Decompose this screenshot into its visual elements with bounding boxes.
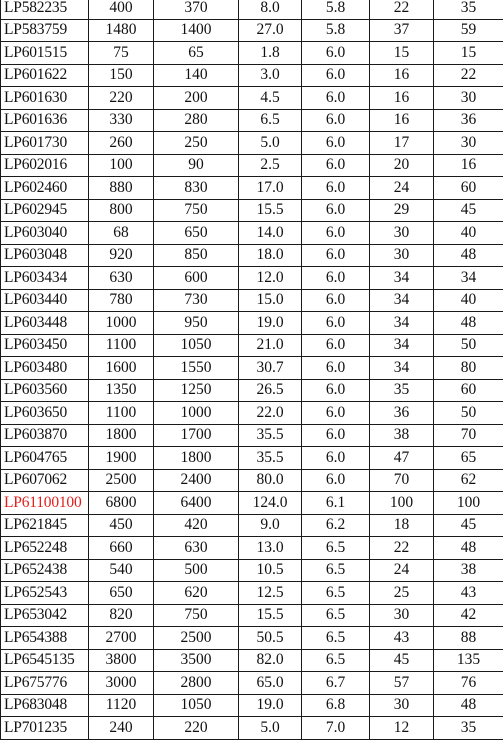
value-cell: 220 (89, 87, 154, 110)
value-cell: 6.0 (302, 64, 370, 87)
model-cell: LP607062 (1, 469, 89, 492)
model-cell: LP61100100 (1, 492, 89, 515)
value-cell: 59 (434, 19, 503, 42)
value-cell: 6.5 (302, 604, 370, 627)
value-cell: 2800 (154, 672, 239, 695)
value-cell: 6.1 (302, 492, 370, 515)
value-cell: 48 (434, 537, 503, 560)
value-cell: 9.0 (239, 514, 302, 537)
value-cell: 22 (434, 64, 503, 87)
value-cell: 880 (89, 177, 154, 200)
value-cell: 19.0 (239, 312, 302, 335)
spec-table-body (1, 0, 503, 739)
value-cell: 6800 (89, 492, 154, 515)
value-cell: 1100 (89, 334, 154, 357)
model-cell: LP652438 (1, 559, 89, 582)
table-row (1, 312, 503, 335)
value-cell: 50 (434, 402, 503, 425)
value-cell: 18 (370, 514, 434, 537)
value-cell: 16 (370, 64, 434, 87)
value-cell: 70 (370, 469, 434, 492)
value-cell: 20 (370, 154, 434, 177)
value-cell: 820 (89, 604, 154, 627)
value-cell: 150 (89, 64, 154, 87)
value-cell: 950 (154, 312, 239, 335)
value-cell: 3800 (89, 649, 154, 672)
value-cell: 540 (89, 559, 154, 582)
model-cell: LP602016 (1, 154, 89, 177)
value-cell: 1550 (154, 357, 239, 380)
value-cell: 24 (370, 559, 434, 582)
value-cell: 780 (89, 289, 154, 312)
value-cell: 260 (89, 132, 154, 155)
model-cell: LP583759 (1, 19, 89, 42)
model-cell: LP601630 (1, 87, 89, 110)
value-cell: 40 (434, 222, 503, 245)
value-cell: 22 (370, 0, 434, 19)
table-row (1, 672, 503, 695)
value-cell: 15 (370, 42, 434, 65)
value-cell: 12 (370, 717, 434, 740)
value-cell: 17.0 (239, 177, 302, 200)
value-cell: 60 (434, 177, 503, 200)
table-row (1, 559, 503, 582)
value-cell: 6.0 (302, 447, 370, 470)
value-cell: 1400 (154, 19, 239, 42)
value-cell: 1000 (154, 402, 239, 425)
value-cell: 6.0 (302, 109, 370, 132)
value-cell: 1.8 (239, 42, 302, 65)
value-cell: 600 (154, 267, 239, 290)
value-cell: 48 (434, 244, 503, 267)
value-cell: 21.0 (239, 334, 302, 357)
value-cell: 90 (154, 154, 239, 177)
table-row (1, 109, 503, 132)
value-cell: 200 (154, 87, 239, 110)
model-cell: LP654388 (1, 627, 89, 650)
value-cell: 135 (434, 649, 503, 672)
value-cell: 80.0 (239, 469, 302, 492)
value-cell: 34 (370, 312, 434, 335)
value-cell: 630 (89, 267, 154, 290)
value-cell: 36 (434, 109, 503, 132)
value-cell: 38 (370, 424, 434, 447)
value-cell: 500 (154, 559, 239, 582)
table-row (1, 244, 503, 267)
value-cell: 65 (434, 447, 503, 470)
model-cell: LP603040 (1, 222, 89, 245)
model-cell: LP603450 (1, 334, 89, 357)
value-cell: 100 (434, 492, 503, 515)
value-cell: 6.2 (302, 514, 370, 537)
value-cell: 15.0 (239, 289, 302, 312)
value-cell: 2700 (89, 627, 154, 650)
table-row (1, 604, 503, 627)
value-cell: 14.0 (239, 222, 302, 245)
value-cell: 6.5 (302, 627, 370, 650)
table-row (1, 154, 503, 177)
value-cell: 12.5 (239, 582, 302, 605)
value-cell: 75 (89, 42, 154, 65)
value-cell: 25 (370, 582, 434, 605)
model-cell: LP603650 (1, 402, 89, 425)
value-cell: 250 (154, 132, 239, 155)
value-cell: 13.0 (239, 537, 302, 560)
value-cell: 42 (434, 604, 503, 627)
value-cell: 730 (154, 289, 239, 312)
model-cell: LP603560 (1, 379, 89, 402)
value-cell: 45 (434, 514, 503, 537)
table-row (1, 469, 503, 492)
value-cell: 82.0 (239, 649, 302, 672)
value-cell: 30 (434, 132, 503, 155)
table-row (1, 717, 503, 740)
model-cell: LP603434 (1, 267, 89, 290)
value-cell: 10.5 (239, 559, 302, 582)
value-cell: 830 (154, 177, 239, 200)
model-cell: LP653042 (1, 604, 89, 627)
value-cell: 1480 (89, 19, 154, 42)
value-cell: 43 (370, 627, 434, 650)
table-row (1, 19, 503, 42)
model-cell: LP602945 (1, 199, 89, 222)
model-cell: LP601636 (1, 109, 89, 132)
model-cell: LP603448 (1, 312, 89, 335)
table-row (1, 514, 503, 537)
value-cell: 35 (434, 717, 503, 740)
value-cell: 124.0 (239, 492, 302, 515)
table-row (1, 447, 503, 470)
value-cell: 15.5 (239, 199, 302, 222)
value-cell: 6.5 (302, 537, 370, 560)
value-cell: 34 (434, 267, 503, 290)
value-cell: 16 (370, 87, 434, 110)
table-row (1, 199, 503, 222)
value-cell: 29 (370, 199, 434, 222)
value-cell: 1800 (89, 424, 154, 447)
value-cell: 750 (154, 199, 239, 222)
value-cell: 6400 (154, 492, 239, 515)
model-cell: LP601515 (1, 42, 89, 65)
value-cell: 1700 (154, 424, 239, 447)
value-cell: 22.0 (239, 402, 302, 425)
value-cell: 6.5 (302, 582, 370, 605)
value-cell: 140 (154, 64, 239, 87)
value-cell: 620 (154, 582, 239, 605)
value-cell: 30.7 (239, 357, 302, 380)
table-row (1, 649, 503, 672)
value-cell: 3.0 (239, 64, 302, 87)
value-cell: 100 (89, 154, 154, 177)
value-cell: 6.0 (302, 244, 370, 267)
value-cell: 6.0 (302, 379, 370, 402)
value-cell: 76 (434, 672, 503, 695)
value-cell: 62 (434, 469, 503, 492)
model-cell: LP701235 (1, 717, 89, 740)
value-cell: 6.0 (302, 357, 370, 380)
model-cell: LP602460 (1, 177, 89, 200)
value-cell: 400 (89, 0, 154, 19)
value-cell: 6.0 (302, 267, 370, 290)
table-row (1, 132, 503, 155)
value-cell: 68 (89, 222, 154, 245)
value-cell: 57 (370, 672, 434, 695)
value-cell: 1800 (154, 447, 239, 470)
value-cell: 6.5 (302, 649, 370, 672)
table-row (1, 64, 503, 87)
value-cell: 15.5 (239, 604, 302, 627)
value-cell: 420 (154, 514, 239, 537)
model-cell: LP652248 (1, 537, 89, 560)
value-cell: 1050 (154, 334, 239, 357)
value-cell: 1900 (89, 447, 154, 470)
value-cell: 7.0 (302, 717, 370, 740)
model-cell: LP652543 (1, 582, 89, 605)
value-cell: 1120 (89, 694, 154, 717)
value-cell: 6.0 (302, 334, 370, 357)
value-cell: 6.7 (302, 672, 370, 695)
value-cell: 34 (370, 267, 434, 290)
value-cell: 6.0 (302, 289, 370, 312)
value-cell: 6.0 (302, 42, 370, 65)
value-cell: 6.0 (302, 469, 370, 492)
value-cell: 6.0 (302, 177, 370, 200)
value-cell: 6.5 (302, 559, 370, 582)
value-cell: 6.0 (302, 132, 370, 155)
value-cell: 48 (434, 312, 503, 335)
value-cell: 80 (434, 357, 503, 380)
value-cell: 3500 (154, 649, 239, 672)
value-cell: 48 (434, 694, 503, 717)
value-cell: 280 (154, 109, 239, 132)
value-cell: 5.8 (302, 19, 370, 42)
value-cell: 330 (89, 109, 154, 132)
value-cell: 35 (434, 0, 503, 19)
value-cell: 6.0 (302, 154, 370, 177)
value-cell: 16 (370, 109, 434, 132)
value-cell: 850 (154, 244, 239, 267)
value-cell: 650 (89, 582, 154, 605)
value-cell: 60 (434, 379, 503, 402)
value-cell: 8.0 (239, 0, 302, 19)
value-cell: 2400 (154, 469, 239, 492)
model-cell: LP6545135 (1, 649, 89, 672)
value-cell: 6.0 (302, 222, 370, 245)
table-row (1, 424, 503, 447)
table-row (1, 492, 503, 515)
value-cell: 660 (89, 537, 154, 560)
model-cell: LP683048 (1, 694, 89, 717)
value-cell: 240 (89, 717, 154, 740)
value-cell: 1050 (154, 694, 239, 717)
value-cell: 370 (154, 0, 239, 19)
model-cell: LP604765 (1, 447, 89, 470)
model-cell: LP621845 (1, 514, 89, 537)
value-cell: 30 (434, 87, 503, 110)
value-cell: 1600 (89, 357, 154, 380)
value-cell: 2500 (154, 627, 239, 650)
value-cell: 45 (434, 199, 503, 222)
value-cell: 6.5 (239, 109, 302, 132)
value-cell: 45 (370, 649, 434, 672)
model-cell: LP675776 (1, 672, 89, 695)
value-cell: 6.0 (302, 402, 370, 425)
value-cell: 35 (370, 379, 434, 402)
value-cell: 70 (434, 424, 503, 447)
table-row (1, 87, 503, 110)
table-row (1, 627, 503, 650)
table-row (1, 402, 503, 425)
value-cell: 920 (89, 244, 154, 267)
model-cell: LP601622 (1, 64, 89, 87)
value-cell: 30 (370, 694, 434, 717)
value-cell: 12.0 (239, 267, 302, 290)
value-cell: 18.0 (239, 244, 302, 267)
table-row (1, 222, 503, 245)
value-cell: 65.0 (239, 672, 302, 695)
value-cell: 15 (434, 42, 503, 65)
value-cell: 5.8 (302, 0, 370, 19)
table-row (1, 289, 503, 312)
value-cell: 1350 (89, 379, 154, 402)
value-cell: 220 (154, 717, 239, 740)
value-cell: 1100 (89, 402, 154, 425)
table-row (1, 42, 503, 65)
value-cell: 19.0 (239, 694, 302, 717)
value-cell: 100 (370, 492, 434, 515)
table-row (1, 379, 503, 402)
value-cell: 27.0 (239, 19, 302, 42)
value-cell: 17 (370, 132, 434, 155)
table-row (1, 0, 503, 19)
value-cell: 88 (434, 627, 503, 650)
value-cell: 30 (370, 604, 434, 627)
table-row (1, 334, 503, 357)
value-cell: 6.0 (302, 424, 370, 447)
table-row (1, 357, 503, 380)
value-cell: 50 (434, 334, 503, 357)
table-row (1, 267, 503, 290)
model-cell: LP582235 (1, 0, 89, 19)
table-row (1, 537, 503, 560)
value-cell: 5.0 (239, 132, 302, 155)
value-cell: 2.5 (239, 154, 302, 177)
value-cell: 30 (370, 244, 434, 267)
value-cell: 35.5 (239, 447, 302, 470)
value-cell: 26.5 (239, 379, 302, 402)
value-cell: 47 (370, 447, 434, 470)
value-cell: 6.0 (302, 87, 370, 110)
table-row (1, 582, 503, 605)
value-cell: 800 (89, 199, 154, 222)
value-cell: 35.5 (239, 424, 302, 447)
table-row (1, 694, 503, 717)
value-cell: 30 (370, 222, 434, 245)
model-cell: LP603440 (1, 289, 89, 312)
value-cell: 43 (434, 582, 503, 605)
value-cell: 16 (434, 154, 503, 177)
model-cell: LP603048 (1, 244, 89, 267)
value-cell: 50.5 (239, 627, 302, 650)
model-cell: LP603870 (1, 424, 89, 447)
value-cell: 1000 (89, 312, 154, 335)
model-cell: LP601730 (1, 132, 89, 155)
value-cell: 1250 (154, 379, 239, 402)
value-cell: 36 (370, 402, 434, 425)
value-cell: 34 (370, 289, 434, 312)
value-cell: 6.8 (302, 694, 370, 717)
value-cell: 37 (370, 19, 434, 42)
value-cell: 6.0 (302, 199, 370, 222)
value-cell: 38 (434, 559, 503, 582)
value-cell: 450 (89, 514, 154, 537)
value-cell: 650 (154, 222, 239, 245)
value-cell: 6.0 (302, 312, 370, 335)
value-cell: 24 (370, 177, 434, 200)
value-cell: 65 (154, 42, 239, 65)
value-cell: 34 (370, 334, 434, 357)
value-cell: 3000 (89, 672, 154, 695)
value-cell: 22 (370, 537, 434, 560)
value-cell: 4.5 (239, 87, 302, 110)
value-cell: 34 (370, 357, 434, 380)
table-row (1, 177, 503, 200)
value-cell: 2500 (89, 469, 154, 492)
value-cell: 630 (154, 537, 239, 560)
value-cell: 40 (434, 289, 503, 312)
model-cell: LP603480 (1, 357, 89, 380)
value-cell: 750 (154, 604, 239, 627)
value-cell: 5.0 (239, 717, 302, 740)
